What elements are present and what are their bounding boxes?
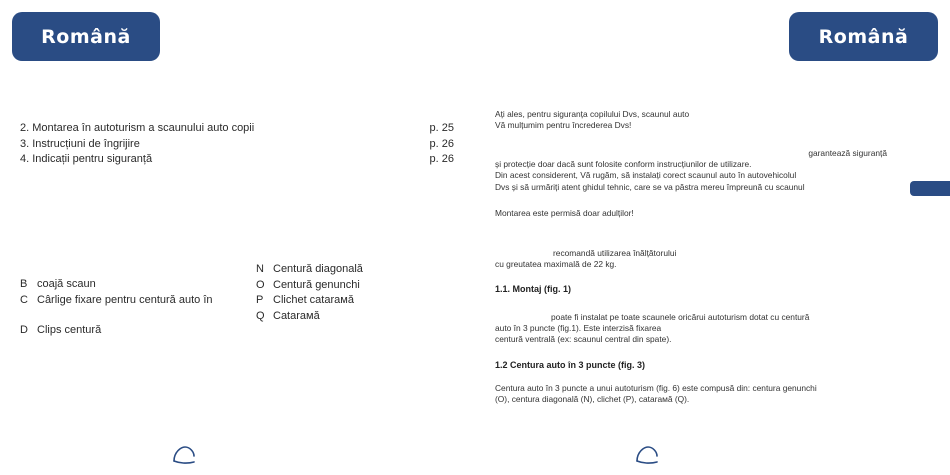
- recommend-paragraph: [495, 248, 676, 270]
- brand-logo-icon: [171, 444, 197, 466]
- part-item: [20, 323, 213, 339]
- safety-line: Dvs și să urmăriți atent ghidul tehnic, care se va păstra mereu împreună cu scaunul: [495, 181, 805, 192]
- part-label: Clips centură: [37, 324, 102, 336]
- part-letter: Q: [256, 309, 265, 322]
- part-item: [256, 293, 363, 309]
- section-1-2-paragraph: [495, 383, 817, 405]
- part-label: coajă scaun: [37, 278, 96, 290]
- parts-list-right: [256, 262, 363, 324]
- intro-line: Ați ales, pentru siguranța copilului Dvs, scaunul auto: [495, 109, 690, 119]
- recommend-line: recomandă utilizarea înălțătorului: [553, 248, 677, 258]
- parts-list-left: [20, 277, 213, 339]
- part-label: Catarамă: [273, 309, 320, 322]
- adults-only-note: Montarea este permisă doar adulților!: [495, 208, 634, 218]
- paragraph-line: auto în 3 puncte (fig.1). Este interzisă fixarea: [495, 323, 662, 334]
- section-1-1-paragraph: [495, 312, 809, 346]
- part-label: Centură diagonală: [273, 263, 363, 275]
- safety-line: și protecție doar dacă sunt folosite conform instrucțiunilor de utilizare.: [495, 159, 752, 170]
- language-badge-right: Română: [789, 12, 938, 61]
- part-letter: B: [20, 278, 28, 290]
- part-label: Centură genunchi: [273, 278, 360, 291]
- recommend-line: cu greutatea maximală de 22 kg.: [495, 259, 617, 270]
- section-heading-1-2: 1.2 Centura auto în 3 puncte (fig. 3): [495, 360, 646, 370]
- part-item: [20, 293, 213, 309]
- toc-label: 4. Indicații pentru siguranță: [20, 153, 153, 165]
- part-item: [256, 278, 363, 294]
- part-letter: N: [256, 263, 264, 275]
- page-tab-marker: [910, 181, 950, 196]
- paragraph-line: (O), centura diagonală (N), clichet (P), catarамă (Q).: [495, 394, 690, 405]
- brand-logo-icon: [634, 444, 660, 466]
- spacer: [20, 308, 213, 323]
- part-item: [256, 309, 363, 325]
- safety-line: garantează siguranță: [808, 148, 887, 158]
- toc-page: p. 26: [429, 153, 454, 165]
- part-letter: D: [20, 324, 28, 336]
- part-letter: O: [256, 278, 265, 291]
- table-of-contents: [20, 121, 454, 168]
- part-label: Clichet catarамă: [273, 294, 354, 306]
- toc-row: [20, 137, 454, 153]
- safety-line: Din acest considerent, Vă rugăm, să instalați corect scaunul auto în autovehicolul: [495, 170, 797, 181]
- safety-paragraph: [495, 148, 887, 193]
- part-item: [256, 262, 363, 278]
- section-heading-1-1: 1.1. Montaj (fig. 1): [495, 284, 572, 294]
- intro-line: Vă mulțumim pentru încrederea Dvs!: [495, 120, 632, 131]
- paragraph-line: Centura auto în 3 puncte a unui autoturism (fig. 6) este compusă din: centura genunchi: [495, 383, 817, 393]
- intro-paragraph: [495, 109, 689, 131]
- paragraph-line: centură ventrală (ex: scaunul central din spate).: [495, 334, 672, 345]
- language-badge-left: Română: [12, 12, 160, 61]
- part-letter: P: [256, 294, 264, 306]
- toc-page: p. 25: [429, 122, 454, 134]
- part-label: Cârlige fixare pentru centură auto în: [37, 293, 213, 306]
- toc-label: 2. Montarea în autoturism a scaunului auto copii: [20, 122, 255, 134]
- toc-row: [20, 121, 454, 137]
- toc-label: 3. Instrucțiuni de îngrijire: [20, 137, 140, 150]
- toc-page: p. 26: [429, 137, 454, 150]
- part-item: [20, 277, 213, 293]
- paragraph-line: poate fi instalat pe toate scaunele oricărui autoturism dotat cu centură: [551, 312, 810, 322]
- part-letter: C: [20, 293, 28, 306]
- toc-row: [20, 152, 454, 168]
